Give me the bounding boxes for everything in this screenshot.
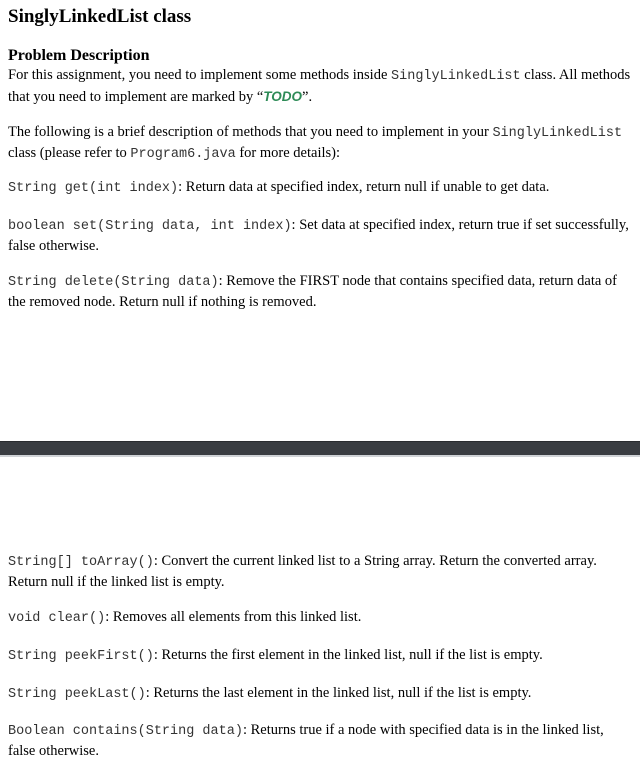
method-signature: String peekFirst() [8, 649, 154, 664]
method-signature: String peekLast() [8, 687, 146, 702]
brief-paragraph [8, 123, 632, 164]
method-set [8, 216, 632, 256]
method-signature: Boolean contains(String data) [8, 724, 243, 739]
method-clear [8, 608, 632, 629]
brief-text-3: for more details): [235, 144, 341, 161]
intro-text-2: class. All methods that you need to implement are marked by “ [8, 67, 631, 105]
method-signature: String[] toArray() [8, 555, 154, 570]
method-peek-last [8, 684, 632, 705]
brief-file-name: Program6.java [130, 146, 236, 162]
method-signature: String delete(String data) [8, 275, 219, 290]
method-signature: boolean set(String data, int index) [8, 219, 292, 234]
method-to-array [8, 552, 632, 592]
method-description: : Remove the FIRST node that contains specified data, return data of the removed node. Return null if nothing is removed. [8, 273, 618, 310]
page-divider [0, 441, 640, 456]
method-peek-first [8, 646, 632, 667]
brief-text-1: The following is a brief description of methods that you need to implement in your [8, 124, 493, 140]
page-divider-shadow [0, 455, 640, 457]
method-signature: void clear() [8, 611, 106, 626]
todo-marker: TODO [263, 88, 303, 104]
method-delete [8, 272, 632, 312]
brief-text-2: class (please refer to [8, 144, 131, 161]
method-description: : Return data at specified index, return null if unable to get data. [178, 179, 550, 195]
method-description: : Removes all elements from this linked list. [105, 609, 362, 625]
intro-class-name: SinglyLinkedList [391, 69, 521, 84]
method-description: : Returns the first element in the linked list, null if the list is empty. [153, 647, 543, 663]
intro-text-1: For this assignment, you need to implement some methods inside [8, 67, 392, 83]
brief-class-name: SinglyLinkedList [492, 126, 623, 141]
intro-paragraph [8, 66, 632, 107]
intro-text-3: ”. [302, 88, 313, 105]
method-signature: String get(int index) [8, 181, 179, 196]
page-title: SinglyLinkedList class [8, 6, 192, 27]
method-contains [8, 721, 632, 761]
method-description: : Returns the last element in the linked list, null if the list is empty. [145, 685, 532, 701]
method-description: : Set data at specified index, return true if set successfully, false otherwise. [8, 217, 629, 254]
method-get [8, 178, 632, 199]
method-description: : Returns true if a node with specified data is in the linked list, false otherwise. [8, 722, 604, 759]
problem-description-heading: Problem Description [8, 47, 150, 64]
method-description: : Convert the current linked list to a String array. Return the converted array. Return null if the linked list is empty. [8, 553, 597, 590]
